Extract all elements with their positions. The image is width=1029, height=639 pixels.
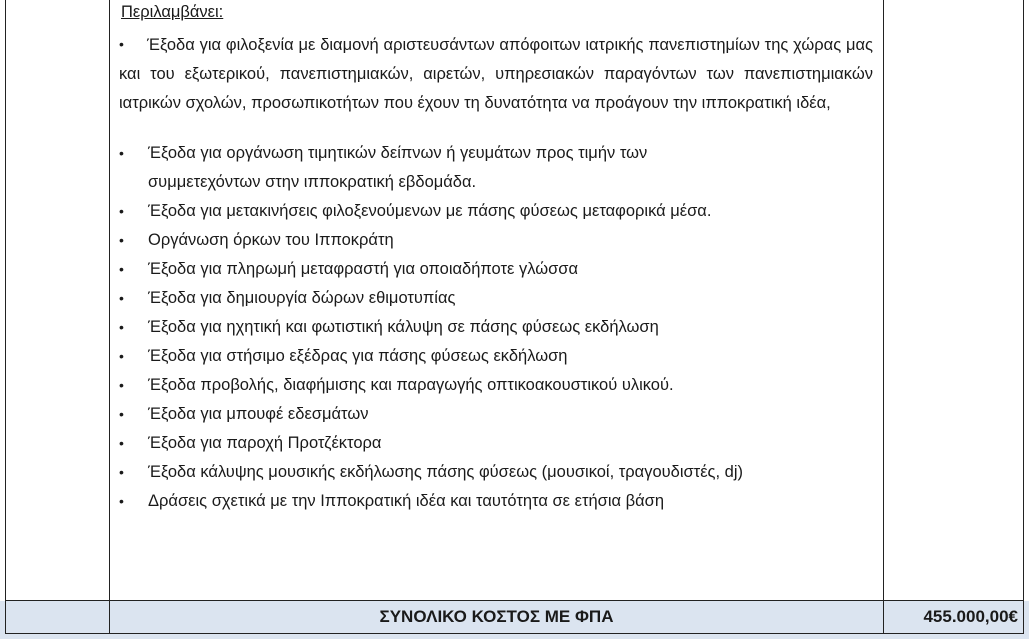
list-item <box>119 255 759 284</box>
list-item-first-text: Έξοδα για φιλοξενία με διαμονή αριστευσάντων απόφοιτων ιατρικής πανεπιστημίων της χώρας μας και του εξωτερικού, πανεπιστημιακών, αιρετών, υπηρεσιακών παραγόντων των πανεπιστημιακών ιατρικών σχολών, προσωπικοτήτων που έχουν τη δυνατότητα να προάγουν την ιπποκρατική ιδέα, <box>119 36 873 112</box>
list-item-text: Έξοδα κάλυψης μουσικής εκδήλωσης πάσης φύσεως (μουσικοί, τραγουδιστές, dj) <box>148 463 744 481</box>
list-item <box>119 313 759 342</box>
table-border-left <box>5 0 6 639</box>
bullet-icon: • <box>119 145 124 161</box>
bullet-icon: • <box>119 261 124 277</box>
bullet-list <box>119 139 759 516</box>
table-border-left-total <box>5 600 6 634</box>
list-item-text: Έξοδα για παροχή Προτζέκτορα <box>148 434 382 452</box>
list-item-text: Οργάνωση όρκων του Ιπποκράτη <box>148 231 394 249</box>
bullet-icon: • <box>119 319 124 335</box>
bullet-icon: • <box>119 348 124 364</box>
bullet-icon: • <box>119 435 124 451</box>
bullet-icon: • <box>119 464 124 480</box>
section-heading: Περιλαμβάνει: <box>121 3 224 21</box>
bullet-icon: • <box>119 377 124 393</box>
bullet-icon: • <box>119 36 124 52</box>
table-border-col2 <box>883 0 884 639</box>
list-item <box>119 400 759 429</box>
list-item-text: Έξοδα προβολής, διαφήμισης και παραγωγής οπτικοακουστικού υλικού. <box>148 376 674 394</box>
list-item <box>119 139 759 197</box>
list-item-first <box>119 30 873 118</box>
table-border-col1 <box>109 0 110 639</box>
total-cost-value: 455.000,00€ <box>923 607 1018 626</box>
total-row-bottom-border <box>5 633 1024 634</box>
list-item <box>119 487 759 516</box>
bullet-icon: • <box>119 232 124 248</box>
list-item <box>119 342 759 371</box>
list-item <box>119 226 759 255</box>
table-border-right <box>1023 0 1024 639</box>
list-item-text: Έξοδα για πληρωμή μεταφραστή για οποιαδήποτε γλώσσα <box>148 260 578 278</box>
list-item-text: Δράσεις σχετικά με την Ιπποκρατική ιδέα και ταυτότητα σε ετήσια βάση <box>148 492 664 510</box>
list-item-text: Έξοδα για μετακινήσεις φιλοξενούμενων με πάσης φύσεως μεταφορικά μέσα. <box>148 202 712 220</box>
list-item <box>119 429 759 458</box>
bullet-icon: • <box>119 203 124 219</box>
bullet-icon: • <box>119 493 124 509</box>
list-item-text: Έξοδα για δημιουργία δώρων εθιμοτυπίας <box>148 289 456 307</box>
list-item-text: Έξοδα για στήσιμο εξέδρας για πάσης φύσεως εκδήλωση <box>148 347 568 365</box>
bullet-icon: • <box>119 290 124 306</box>
list-item <box>119 284 759 313</box>
bullet-icon: • <box>119 406 124 422</box>
list-item <box>119 371 759 400</box>
list-item-text: Έξοδα για μπουφέ εδεσμάτων <box>148 405 369 423</box>
list-item-text: Έξοδα για οργάνωση τιμητικών δείπνων ή γευμάτων προς τιμήν των συμμετεχόντων στην ιπποκρατική εβδομάδα. <box>148 144 648 191</box>
list-item <box>119 458 759 487</box>
list-item <box>119 197 759 226</box>
list-item-text: Έξοδα για ηχητική και φωτιστική κάλυψη σε πάσης φύσεως εκδήλωση <box>148 318 659 336</box>
total-cost-label: ΣΥΝΟΛΙΚΟ ΚΟΣΤΟΣ ΜΕ ΦΠΑ <box>379 607 614 626</box>
